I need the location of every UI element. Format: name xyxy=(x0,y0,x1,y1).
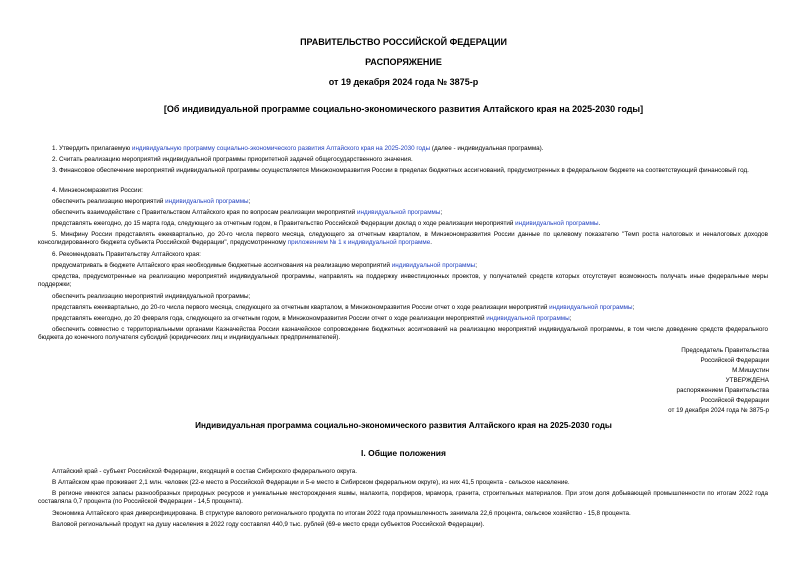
signature-position: Председатель Правительства xyxy=(681,347,769,354)
program-link[interactable]: индивидуальной программы xyxy=(165,198,249,205)
item-6d-end: ; xyxy=(632,304,635,311)
section-heading: I. Общие положения xyxy=(361,448,446,458)
item-4b xyxy=(38,209,768,217)
item-6a-text: предусматривать в бюджете Алтайского края необходимые бюджетные ассигнования на реализацию мероприятий xyxy=(52,262,392,269)
item-4a xyxy=(38,198,768,206)
item-1 xyxy=(38,145,768,153)
approved-date: от 19 декабря 2024 года № 3875-р xyxy=(668,407,769,414)
approved-org: Российской Федерации xyxy=(700,397,769,404)
program-link[interactable]: индивидуальной программы xyxy=(549,304,633,311)
approved-label: УТВЕРЖДЕНА xyxy=(725,377,769,384)
program-link[interactable]: индивидуальной программы xyxy=(486,315,570,322)
item-4c-text: представлять ежегодно, до 15 марта года, следующего за отчетным годом, в Правительство Российской Федерации доклад о ходе реализации мероприятий xyxy=(52,220,516,227)
item-4c-end: . xyxy=(598,220,601,227)
item-1-text-a: 1. Утвердить прилагаемую xyxy=(52,145,132,152)
item-6b: средства, предусмотренные на реализацию мероприятий индивидуальной программы, направлять на поддержку инвестиционных проектов, у получателей средств которых отсутствует возможность получать иные федеральные меры поддержки; xyxy=(38,273,768,288)
item-5 xyxy=(38,231,768,247)
item-6f: обеспечить совместно с территориальными органами Казначейства России казначейское сопровождение бюджетных ассигнований на реализацию мероприятий индивидуальной программы, в том числе доведение средств федерального бюджета до конечного получателя субсидий (юридических лиц и индивидуальных предпринимателей). xyxy=(38,326,768,341)
item-4a-end: ; xyxy=(248,198,251,205)
item-2: 2. Считать реализацию мероприятий индивидуальной программы приоритетной задачей общегосударственного значения. xyxy=(52,156,413,163)
section-para-3: В регионе имеются запасы разнообразных природных ресурсов и уникальные месторождения яшмы, малахита, порфиров, мрамора, гранита, строительных материалов. При этом доля добывающей промышленности по итогам 2022 года составляла 0,7 процента (по Российской Федерации - 14,5 процента). xyxy=(38,490,768,505)
item-6a xyxy=(38,262,768,270)
org-heading: ПРАВИТЕЛЬСТВО РОССИЙСКОЙ ФЕДЕРАЦИИ xyxy=(300,37,507,47)
item-5-end: . xyxy=(430,239,432,246)
item-4a-text: обеспечить реализацию мероприятий xyxy=(52,198,166,205)
item-3: 3. Финансовое обеспечение мероприятий индивидуальной программы осуществляется Минэкономразвития России в пределах бюджетных ассигнований, предусмотренных в федеральном бюджете на соответствующий финансовый год. xyxy=(52,167,749,174)
item-5-text: 5. Минфину России представлять ежеквартально, до 20-го числа первого месяца, следующего за отчетным кварталом, в Минэкономразвития России данные по целевому показателю "Темп роста налоговых и неналоговых доходов консолидированного бюджета субъекта Российской Федерации", предусмотренному xyxy=(38,231,768,246)
item-4b-text: обеспечить взаимодействие с Правительством Алтайского края по вопросам реализации мероприятий xyxy=(52,209,357,216)
section-para-1: Алтайский край - субъект Российской Федерации, входящий в состав Сибирского федерального округа. xyxy=(52,468,358,475)
item-4c xyxy=(38,220,768,228)
item-6e-text: представлять ежегодно, до 20 февраля года, следующего за отчетным годом, в Минэкономразвития России отчет о ходе реализации мероприятий xyxy=(52,315,487,322)
item-6: 6. Рекомендовать Правительству Алтайского края: xyxy=(52,251,201,258)
item-6d xyxy=(38,304,768,312)
item-4b-end: ; xyxy=(440,209,443,216)
item-1-text-b: (далее - индивидуальная программа). xyxy=(430,145,544,152)
item-4: 4. Минэкономразвития России: xyxy=(52,187,143,194)
section-para-5: Валовой региональный продукт на душу населения в 2022 году составлял 440,9 тыс. рублей (69-е место среди субъектов Российской Федерации). xyxy=(52,521,485,528)
item-6a-end: ; xyxy=(475,262,477,269)
approved-by: распоряжением Правительства xyxy=(676,387,769,394)
program-link[interactable]: индивидуальной программы xyxy=(391,262,476,269)
item-6e xyxy=(38,315,768,323)
item-6e-end: ; xyxy=(569,315,572,322)
signature-org: Российской Федерации xyxy=(700,357,769,364)
doc-date-heading: от 19 декабря 2024 года № 3875-р xyxy=(328,77,479,87)
section-para-2: В Алтайском крае проживает 2,1 млн. человек (22-е место в Российской Федерации и 5-е место в Сибирском федеральном округе), из них 41,5 процента - сельское население. xyxy=(52,479,570,486)
program-link[interactable]: индивидуальной программы xyxy=(515,220,599,227)
program-link[interactable]: индивидуальной программы xyxy=(356,209,441,216)
appendix-link[interactable]: приложением № 1 к индивидуальной программе xyxy=(287,239,431,246)
signature-name: М.Мишустин xyxy=(732,367,769,374)
program-link[interactable]: индивидуальную программу социально-экономического развития Алтайского края на 2025-2030 годы xyxy=(131,145,431,152)
section-para-4: Экономика Алтайского края диверсифицирована. В структуре валового регионального продукта по итогам 2022 года промышленность занимала 22,6 процента, сельское хозяйство - 15,8 процента. xyxy=(52,510,631,517)
doc-type-heading: РАСПОРЯЖЕНИЕ xyxy=(365,57,442,67)
item-6d-text: представлять ежеквартально, до 20-го числа первого месяца, следующего за отчетным кварталом, в Минэкономразвития России отчет о ходе реализации мероприятий xyxy=(52,304,550,311)
program-title: Индивидуальная программа социально-экономического развития Алтайского края на 2025-2030 годы xyxy=(195,421,612,430)
item-6c: обеспечить реализацию мероприятий индивидуальной программы; xyxy=(52,293,251,300)
doc-title: [Об индивидуальной программе социально-экономического развития Алтайского края на 2025-2030 годы] xyxy=(163,104,644,114)
